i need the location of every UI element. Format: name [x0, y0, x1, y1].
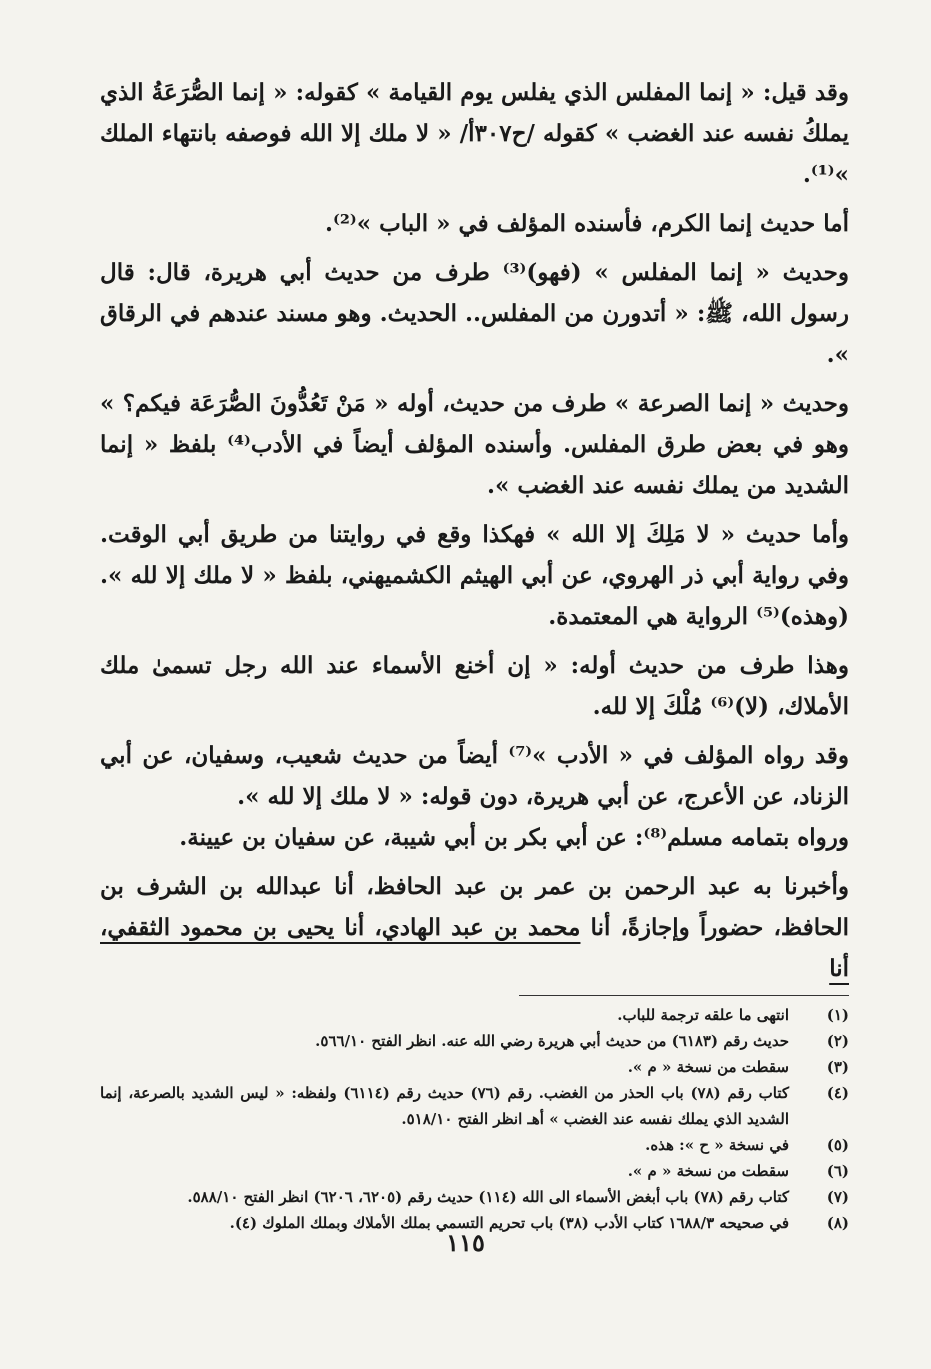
- footnote-text: انتهى ما علقه ترجمة للباب.: [617, 1006, 789, 1024]
- footnote: [100, 1080, 849, 1132]
- footnote-number: (٥): [826, 1136, 849, 1154]
- paragraph-2: أما حديث إنما الكرم، فأسنده المؤلف في « الباب »⁽²⁾.: [324, 210, 849, 237]
- footnote-text: في نسخة « ح »: هذه.: [645, 1136, 789, 1154]
- footnote-number: (٧): [826, 1188, 849, 1206]
- footnote-text: كتاب رقم (٧٨) باب أبغض الأسماء الى الله (١١٤) حديث رقم (٦٢٠٥، ٦٢٠٦) انظر الفتح ٥٨٨/١٠.: [187, 1188, 789, 1206]
- footnote-number: (٢): [826, 1032, 849, 1050]
- footnote: [100, 1184, 849, 1210]
- footnote-number: (٤): [826, 1084, 849, 1102]
- footnote-text: في صحيحه ١٦٨٨/٣ كتاب الأدب (٣٨) باب تحريم التسمي بملك الأملاك وبملك الملوك (٤).: [229, 1214, 789, 1232]
- paragraph-4: وحديث « إنما الصرعة » طرف من حديث، أوله « مَنْ تَعُدُّونَ الصُّرَعَة فيكم؟ » وهو في بعض طرق المفلس. وأسنده المؤلف أيضاً في الأدب⁽⁴⁾ بلفظ « إنما الشديد من يملك نفسه عند الغضب ».: [100, 390, 849, 499]
- footnote: [100, 1158, 849, 1184]
- main-text: [100, 72, 849, 989]
- footnote-number: (٣): [826, 1058, 849, 1076]
- paragraph-6: وهذا طرف من حديث أوله: « إن أخنع الأسماء عند الله رجل تسمىٰ ملك الأملاك، (لا)⁽⁶⁾ مُلْكَ إلا لله.: [100, 652, 849, 720]
- footnote-text: حديث رقم (٦١٨٣) من حديث أبي هريرة رضي الله عنه. انظر الفتح ٥٦٦/١٠.: [315, 1032, 789, 1050]
- footnote: [100, 1028, 849, 1054]
- paragraph-5: وأما حديث « لا مَلِكَ إلا الله » فهكذا وقع في روايتنا من طريق أبي الوقت. وفي رواية أبي ذر الهروي، عن أبي الهيثم الكشميهني، بلفظ « لا ملك إلا لله ». (وهذه)⁽⁵⁾ الرواية هي المعتمدة.: [100, 521, 849, 630]
- paragraph-9: [100, 866, 849, 989]
- paragraph-7: وقد رواه المؤلف في « الأدب »⁽⁷⁾ أيضاً من حديث شعيب، وسفيان، عن أبي الزناد، عن الأعرج، عن أبي هريرة، دون قوله: « لا ملك إلا لله ».: [100, 742, 849, 810]
- paragraph-1: وقد قيل: « إنما المفلس الذي يفلس يوم القيامة » كقوله: « إنما الصُّرَعَةُ الذي يملكُ نفسه عند الغضب » كقوله /ح٣٠٧أ/ « لا ملك إلا الله فوصفه بانتهاء الملك »⁽¹⁾.: [100, 79, 849, 188]
- paragraph-3: وحديث « إنما المفلس » (فهو)⁽³⁾ طرف من حديث أبي هريرة، قال: قال رسول الله، ﷺ: « أتدورن من المفلس.. الحديث. وهو مسند عندهم في الرقاق ».: [100, 259, 849, 368]
- footnote-number: (١): [826, 1006, 849, 1024]
- paragraph-8: ورواه بتمامه مسلم⁽⁸⁾: عن أبي بكر بن أبي شيبة، عن سفيان بن عيينة.: [179, 824, 849, 851]
- footnote-text: كتاب رقم (٧٨) باب الحذر من الغضب. رقم (٧٦) حديث رقم (٦١١٤) ولفظه: « ليس الشديد بالصرعة، إنما الشديد الذي يملك نفسه عند الغضب » أهـ انظر الفتح ٥١٨/١٠.: [100, 1084, 790, 1128]
- paragraph-9-underlined: محمد بن عبد الهادي، أنا يحيى بن محمود الثقفي، أنا: [100, 914, 849, 982]
- footnotes: [100, 1002, 849, 1236]
- footnote: [100, 1054, 849, 1080]
- page-number: ١١٥: [446, 1228, 485, 1257]
- footnote-number: (٨): [826, 1214, 849, 1232]
- paragraph-9-text: وأخبرنا به عبد الرحمن بن عمر بن عبد الحافظ، أنا عبدالله بن الشرف بن الحافظ، حضوراً وإجازةً، أنا: [100, 873, 849, 941]
- footnote-text: سقطت من نسخة « م ».: [627, 1058, 789, 1076]
- footnote: [100, 1002, 849, 1028]
- footnote: [100, 1132, 849, 1158]
- footnote-number: (٦): [826, 1162, 849, 1180]
- footnote-text: سقطت من نسخة « م ».: [627, 1162, 789, 1180]
- footnote-divider: [519, 995, 849, 996]
